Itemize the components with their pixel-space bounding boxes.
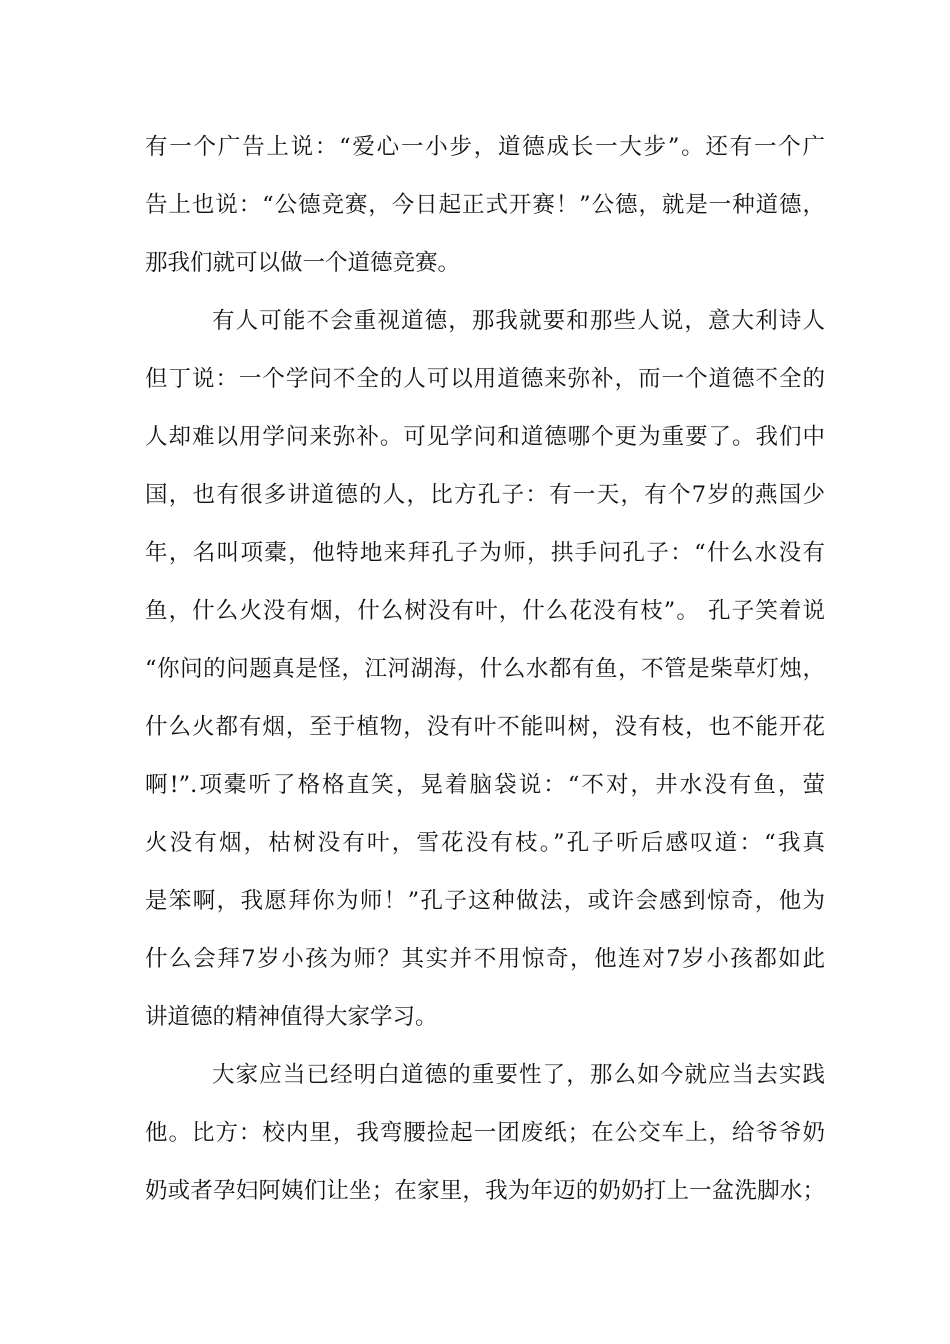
paragraph-first-line: 有人可能不会重视道德，那我就要和那些人说，意大利诗人 (212, 308, 825, 334)
text-line: 火没有烟，枯树没有叶，雪花没有枝。”孔子听后感叹道：“我真 (145, 830, 825, 856)
text-line: 什么火都有烟，至于植物，没有叶不能叫树，没有枝，也不能开花 (145, 714, 825, 740)
text-line: 他。比方：校内里，我弯腰捡起一团废纸；在公交车上，给爷爷奶 (145, 1120, 825, 1146)
text-line: 讲道德的精神值得大家学习。 (145, 1004, 438, 1030)
text-line: 人却难以用学问来弥补。可见学问和道德哪个更为重要了。我们中 (145, 424, 825, 450)
text-line: 是笨啊，我愿拜你为师！”孔子这种做法，或许会感到惊奇，他为 (145, 888, 825, 914)
text-line: 啊!”.项橐听了格格直笑，晃着脑袋说：“不对，井水没有鱼，萤 (145, 772, 825, 798)
text-line: 年，名叫项橐，他特地来拜孔子为师，拱手问孔子：“什么水没有 (145, 540, 825, 566)
text-line: 国，也有很多讲道德的人，比方孔子：有一天，有个7岁的燕国少 (145, 482, 825, 508)
text-line: 有一个广告上说：“爱心一小步，道德成长一大步”。还有一个广 (145, 134, 825, 160)
text-line: 鱼，什么火没有烟，什么树没有叶，什么花没有枝”。 孔子笑着说 (145, 598, 825, 624)
text-line: 什么会拜7岁小孩为师？其实并不用惊奇，他连对7岁小孩都如此 (145, 946, 825, 972)
text-line: 奶或者孕妇阿姨们让坐；在家里，我为年迈的奶奶打上一盆洗脚水； (145, 1178, 825, 1204)
text-line: 告上也说：“公德竞赛，今日起正式开赛！”公德，就是一种道德， (145, 192, 825, 218)
text-line: “你问的问题真是怪，江河湖海，什么水都有鱼，不管是柴草灯烛， (145, 656, 825, 682)
text-line: 那我们就可以做一个道德竞赛。 (145, 250, 461, 276)
text-line: 但丁说：一个学问不全的人可以用道德来弥补，而一个道德不全的 (145, 366, 825, 392)
paragraph-first-line: 大家应当已经明白道德的重要性了，那么如今就应当去实践 (212, 1062, 825, 1088)
